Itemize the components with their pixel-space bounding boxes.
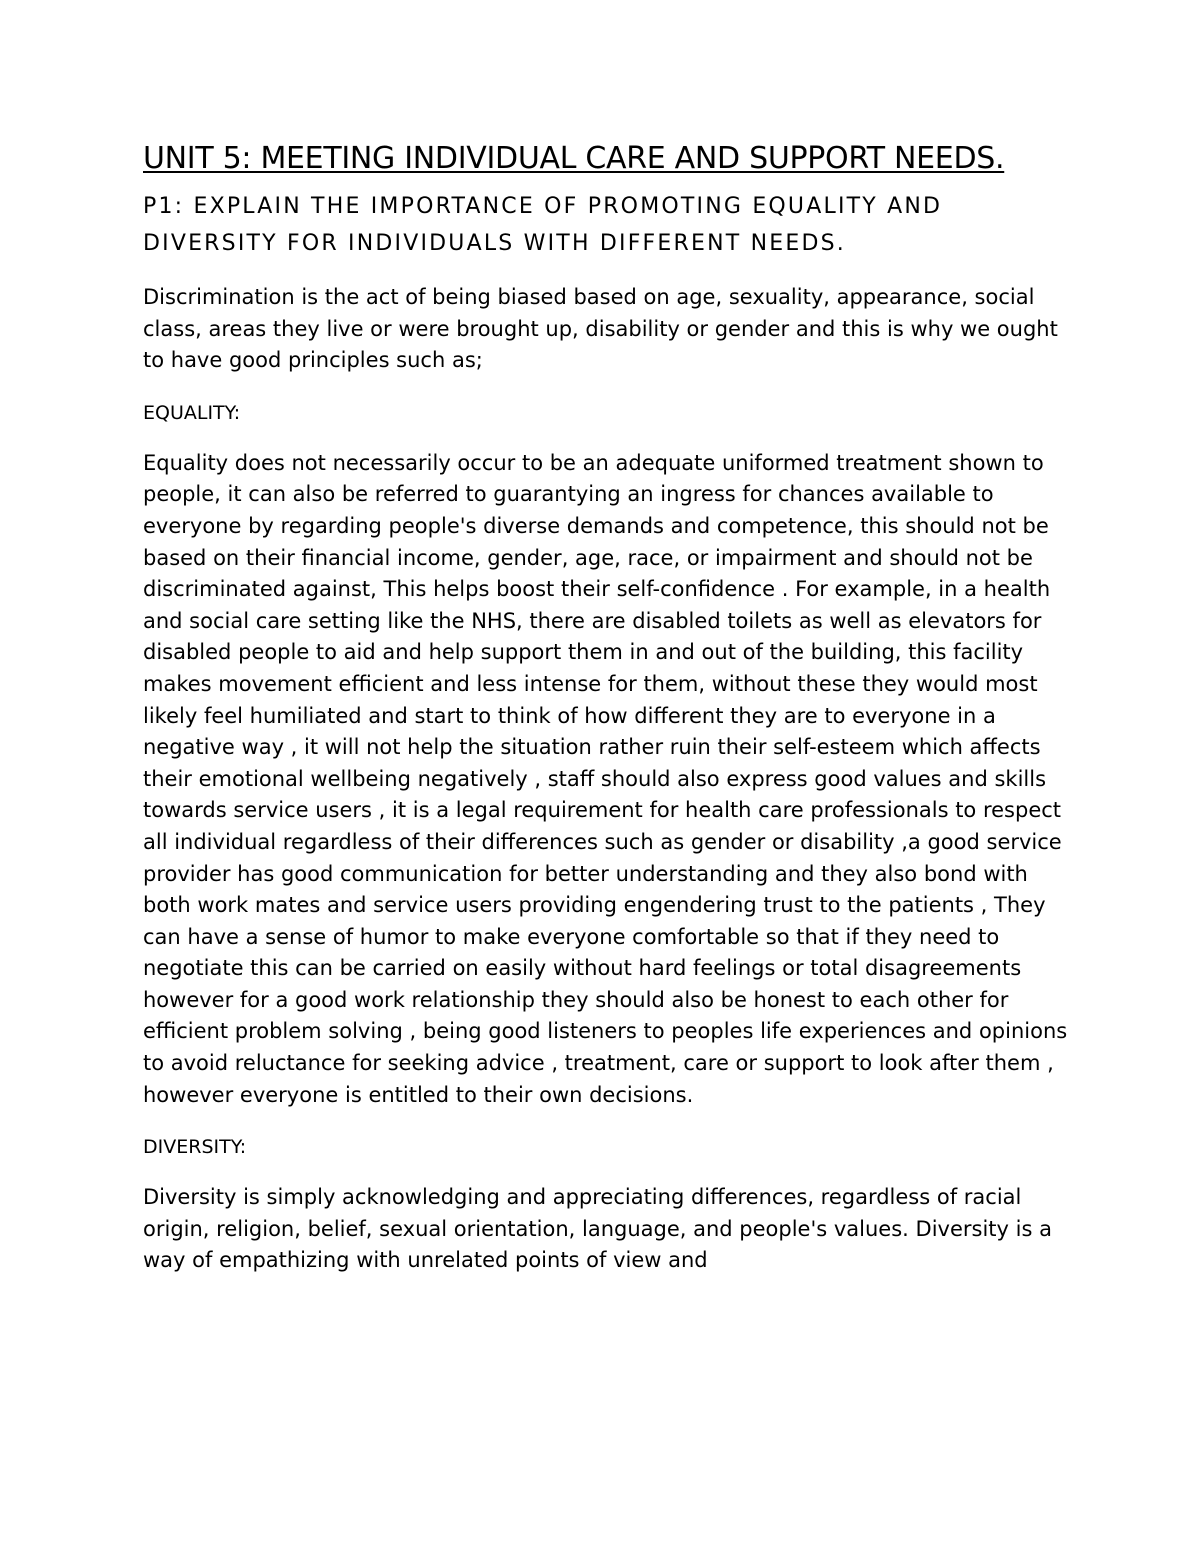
equality-paragraph: Equality does not necessarily occur to be an adequate uniformed treatment shown to people, it can also be referred to guarantying an ingress for chances available to everyone by regarding people's diverse demands and competence, this should not be based on their financial income, gender, age, race, or impairment and should not be discriminated against, This helps boost their self-confidence . For example, in a health and social care setting like the NHS, there are disabled toilets as well as elevators for disabled people to aid and help support them in and out of the building, this facility makes movement efficient and less intense for them, without these they would most likely feel humiliated and start to think of how different they are to everyone in a negative way , it will not help the situation rather ruin their self-esteem which affects their emotional wellbeing negatively , staff should also express good values and skills towards service users , it is a legal requirement for health care professionals to respect all individual regardless of their differences such as gender or disability ,a good service provider has good communication for better understanding and they also bond with both work mates and service users providing engendering trust to the patients , They can have a sense of humor to make everyone comfortable so that if they need to negotiate this can be carried on easily without hard feelings or total disagreements however for a good work relationship they should also be honest to each other for efficient problem solving , being good listeners to peoples life experiences and opinions to avoid reluctance for seeking advice , treatment, care or support to look after them , however everyone is entitled to their own decisions. [143, 450, 1068, 1107]
intro-paragraph: Discrimination is the act of being biased based on age, sexuality, appearance, social class, areas they live or were brought up, disability or gender and this is why we ought to have good principles such as; [143, 285, 1058, 373]
equality-label: EQUALITY: [143, 401, 241, 424]
document-body [143, 140, 1073, 1277]
task-heading: P1: EXPLAIN THE IMPORTANCE OF PROMOTING EQUALITY AND DIVERSITY FOR INDIVIDUALS WITH DIFFERENT NEEDS. [143, 194, 943, 256]
diversity-label: DIVERSITY: [143, 1136, 247, 1159]
unit-title: UNIT 5: MEETING INDIVIDUAL CARE AND SUPPORT NEEDS. [143, 141, 1005, 176]
diversity-paragraph: Diversity is simply acknowledging and appreciating differences, regardless of racial origin, religion, belief, sexual orientation, language, and people's values. Diversity is a way of empathizing with unrelated points of view and [143, 1185, 1052, 1273]
